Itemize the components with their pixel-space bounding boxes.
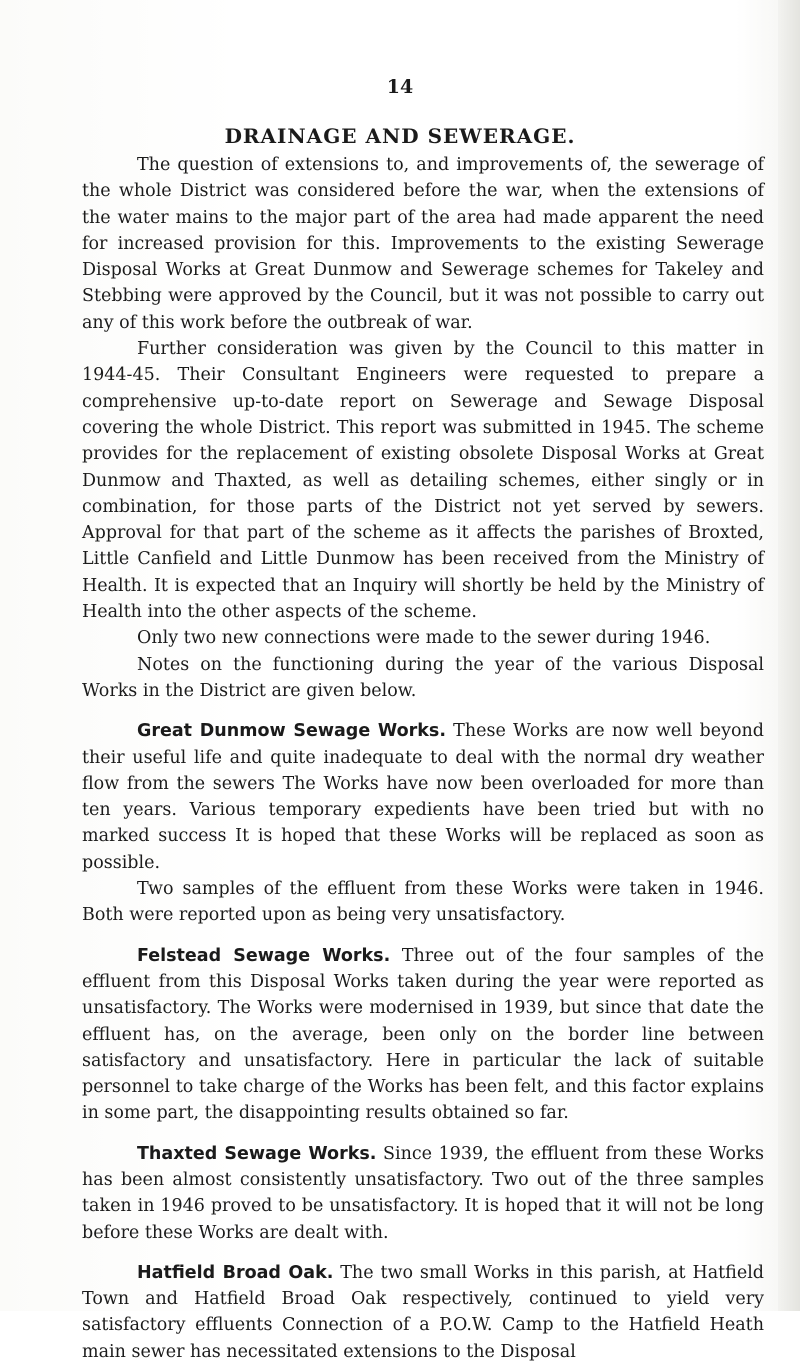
paragraph-text: The two small Works in this parish, at Hatfield Town and Hatfield Broad Oak respectively, continued to yield very satisfactory effluents Connection of a P.O.W. Camp to the Hatfield Heath main sewer has necessitated extensions to the Disposal bbox=[82, 1262, 764, 1362]
paragraph-text: Three out of the four samples of the effluent from this Disposal Works taken during the year were reported as unsatisfactory. The Works were modernised in 1939, but since that date the effluent has, on the average, been only on the border line between satisfactory and unsatisfactory. Here in particular the lack of suitable personnel to take charge of the Works has been felt, and this factor explains in some part, the disappointing results obtained so far. bbox=[82, 945, 764, 1124]
paragraph-text: Only two new connections were made to the sewer during 1946. bbox=[137, 628, 711, 649]
paragraph-text: These Works are now well beyond their useful life and quite inadequate to deal with the normal dry weather flow from the sewers The Works have now been overloaded for more than ten years. Various temporary expedients have been tried but with no marked success It is hoped that these Works will be replaced as soon as possible. bbox=[82, 721, 764, 873]
paragraph-great-dunmow bbox=[82, 718, 764, 876]
paragraph-lead: Thaxted Sewage Works. bbox=[137, 1143, 377, 1164]
paragraph-text: The question of extensions to, and improvements of, the sewerage of the whole District was considered before the war, when the extensions of the water mains to the major part of the area had made apparent the need for increased provision for this. Improvements to the existing Sewerage Disposal Works at Great Dunmow and Sewerage schemes for Takeley and Stebbing were approved by the Council, but it was not possible to carry out any of this work before the outbreak of war. bbox=[82, 155, 764, 333]
paragraph-text: Since 1939, the effluent from these Works has been almost consistently unsatisfactory. Two out of the three samples taken in 1946 proved to be unsatisfactory. It is hoped that it will not be long before these Works are dealt with. bbox=[82, 1143, 764, 1243]
paragraph-further-consideration bbox=[82, 336, 764, 625]
page-edge-shadow bbox=[778, 0, 800, 1311]
paragraph-thaxted bbox=[82, 1141, 764, 1246]
paragraph-text: Two samples of the effluent from these Works were taken in 1946. Both were reported upon as being very unsatisfactory. bbox=[82, 879, 764, 926]
paragraph-lead: Felstead Sewage Works. bbox=[137, 945, 391, 966]
paragraph-great-dunmow-samples bbox=[82, 876, 764, 929]
body-text bbox=[82, 152, 764, 1365]
paragraph-lead: Great Dunmow Sewage Works. bbox=[137, 721, 446, 742]
paragraph-notes bbox=[82, 652, 764, 705]
paragraph-lead: Hatfield Broad Oak. bbox=[137, 1262, 334, 1283]
paragraph-text: Notes on the functioning during the year of the various Disposal Works in the District are given below. bbox=[82, 654, 764, 701]
paragraph-text: Further consideration was given by the Council to this matter in 1944-45. Their Consultant Engineers were requested to prepare a comprehensive up-to-date report on Sewerage and Sewage Disposal covering the whole District. This report was submitted in 1945. The scheme provides for the replacement of existing obsolete Disposal Works at Great Dunmow and Thaxted, as well as detailing schemes, either singly or in combination, for those parts of the District not yet served by sewers. Approval for that part of the scheme as it affects the parishes of Broxted, Little Canfield and Little Dunmow has been received from the Ministry of Health. It is expected that an Inquiry will shortly be held by the Ministry of Health into the other aspects of the scheme. bbox=[82, 339, 764, 623]
page-number: 14 bbox=[386, 76, 414, 98]
paragraph-hatfield bbox=[82, 1260, 764, 1365]
paragraph-intro bbox=[82, 152, 764, 336]
paragraph-new-connections bbox=[82, 625, 764, 651]
paragraph-felstead bbox=[82, 943, 764, 1127]
section-heading: DRAINAGE AND SEWERAGE. bbox=[224, 124, 576, 148]
